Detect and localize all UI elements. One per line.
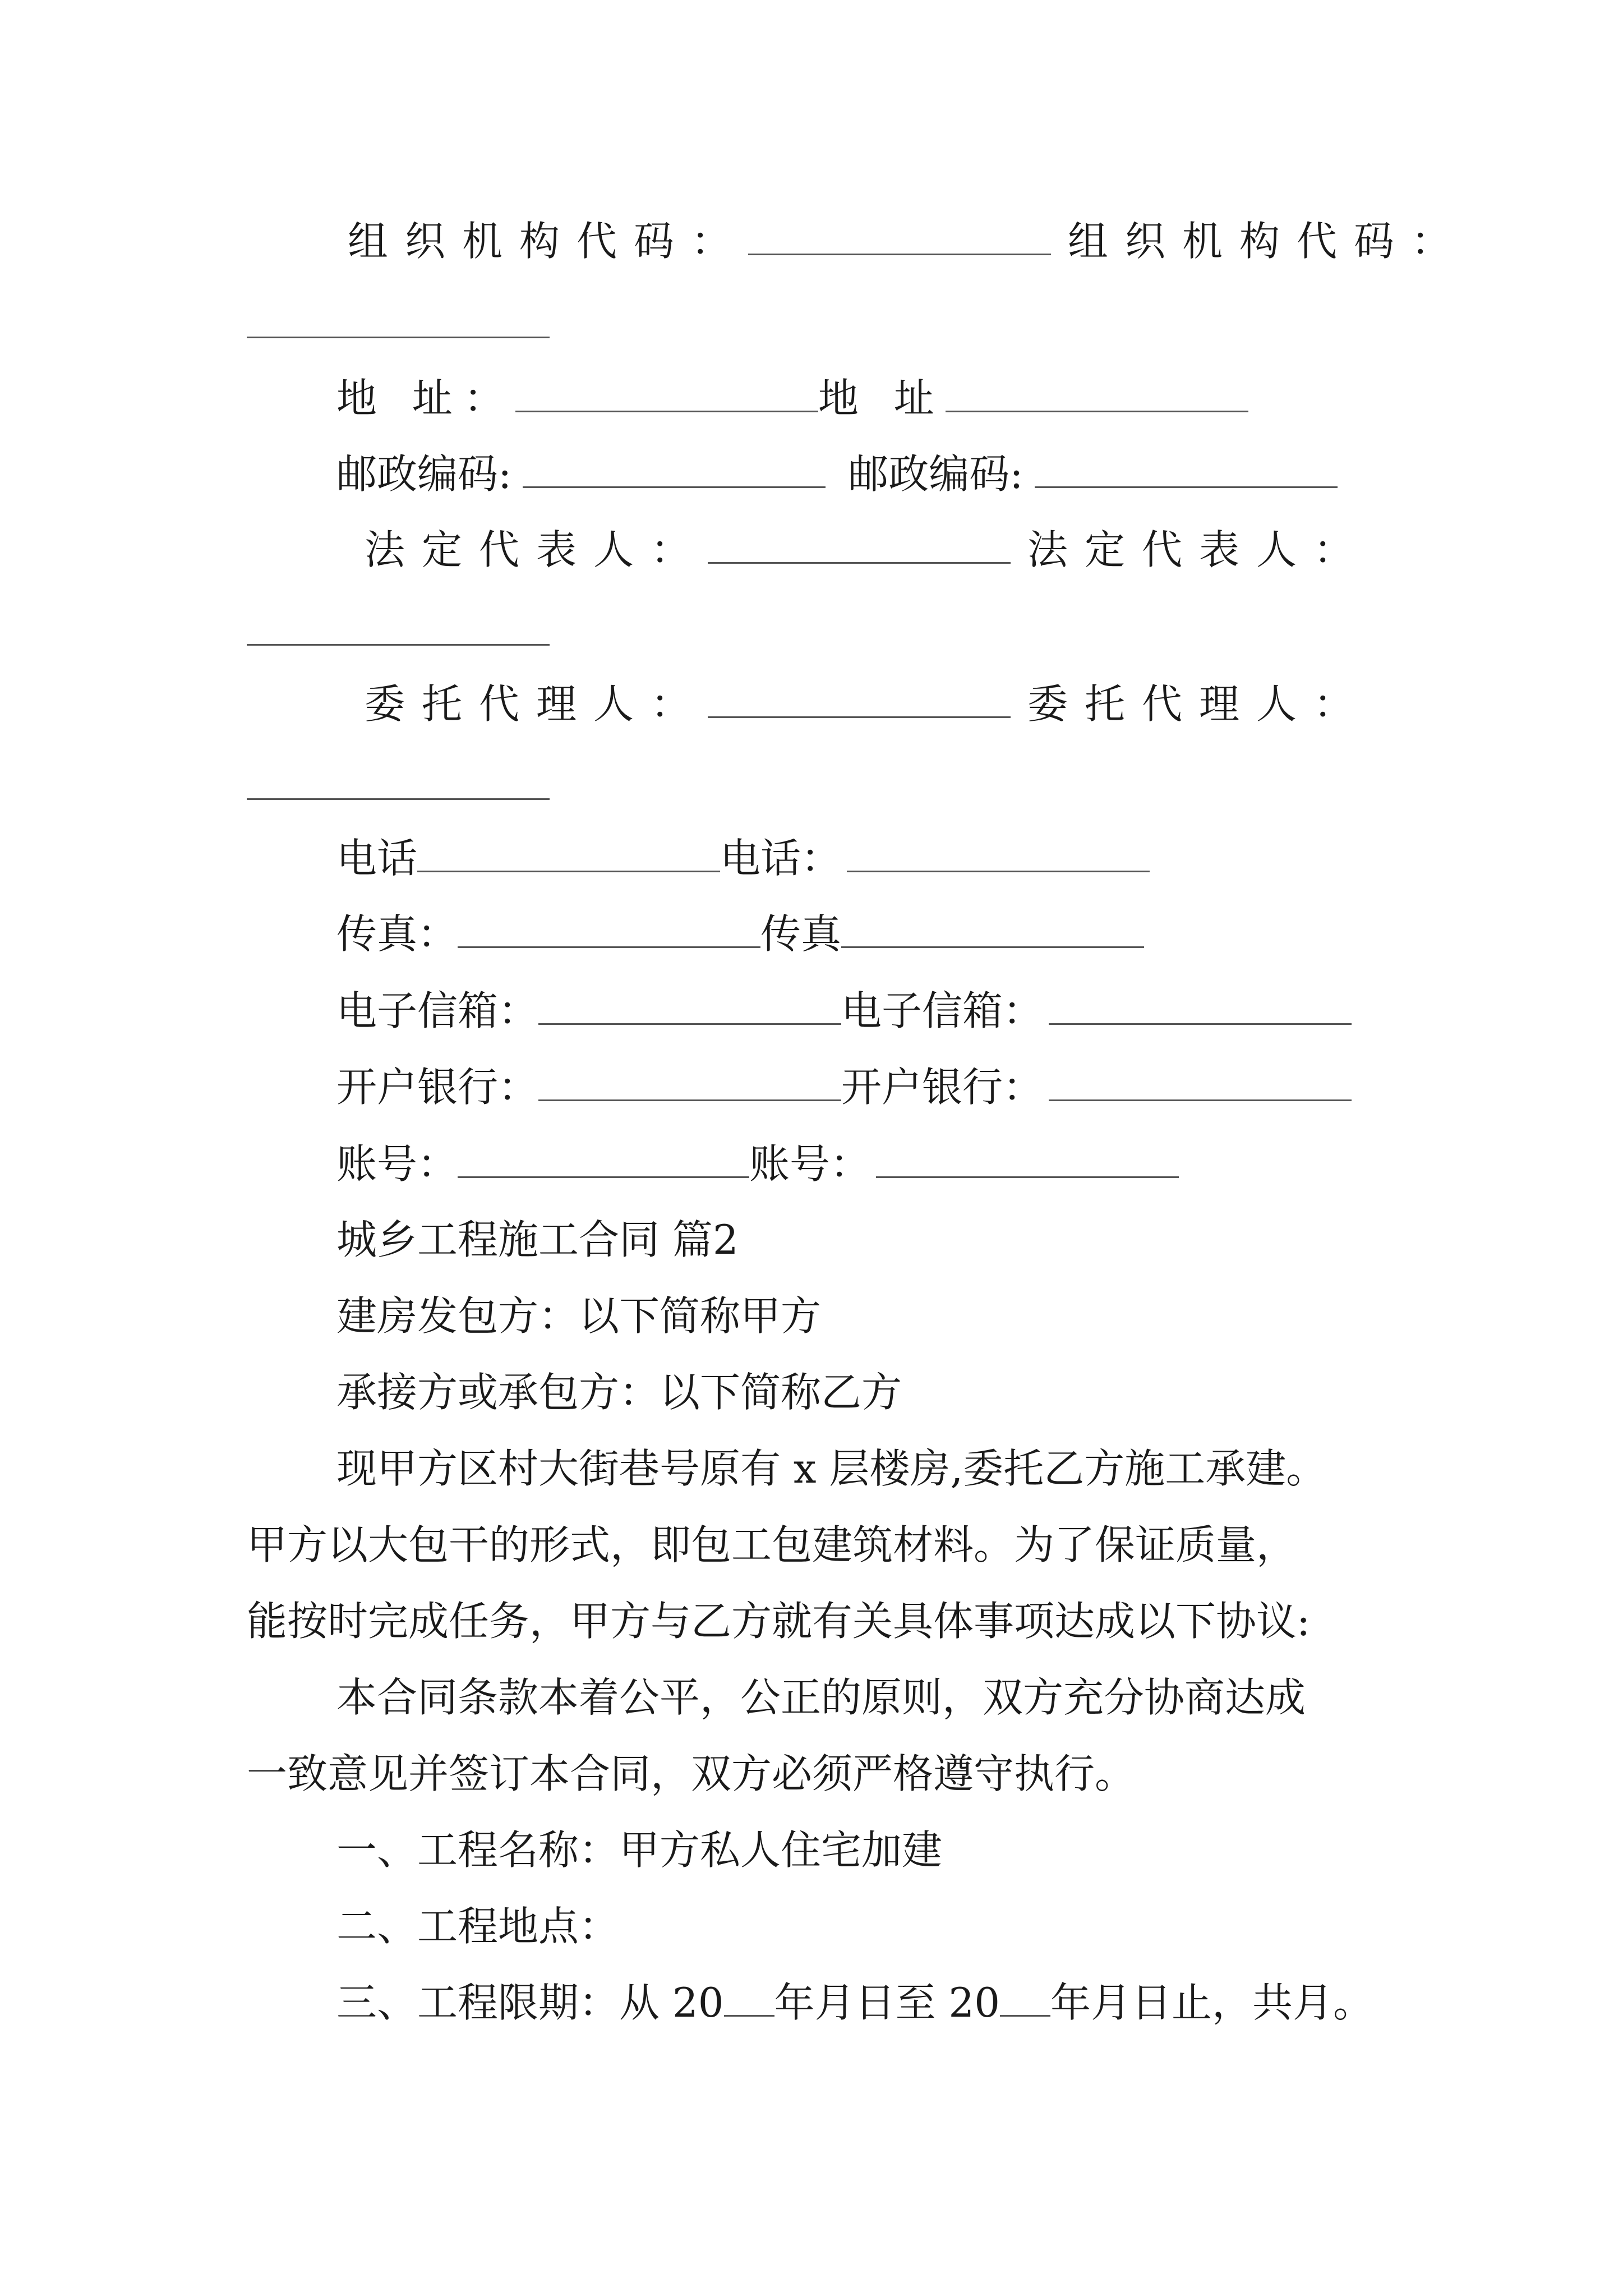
legal-rep-row xyxy=(365,522,1371,578)
bank-label-b: 开户银行： xyxy=(841,1064,1044,1111)
postal-label-a: 邮政编码: xyxy=(336,450,512,498)
paragraph-scope-line1: 现甲方区村大街巷号原有 x 层楼房,委托乙方施工承建。 xyxy=(336,1445,1327,1492)
period-from: 三、工程限期：从 20 xyxy=(336,1979,724,2026)
address-label-b: 地 址 xyxy=(818,375,946,422)
period-to: 年月日至 20 xyxy=(774,1979,1000,2026)
address-label-a: 地 址： xyxy=(336,375,515,422)
postal-label-b: 邮政编码: xyxy=(848,450,1023,498)
legal-rep-label-a: 法定代表人： xyxy=(365,526,708,573)
account-label-b: 账号： xyxy=(749,1140,871,1188)
bank-label-a: 开户银行： xyxy=(336,1064,539,1111)
period-end: 年月日止，共月。 xyxy=(1050,1979,1374,2026)
period-year-blank-a xyxy=(724,1976,774,2017)
bank-row xyxy=(336,1059,1352,1115)
email-row xyxy=(336,983,1352,1039)
address-row xyxy=(336,370,1248,426)
fax-row xyxy=(336,906,1144,962)
address-blank-a xyxy=(515,371,818,412)
bank-blank-b xyxy=(1049,1060,1352,1101)
org-code-label-a: 组织机构代码： xyxy=(348,218,749,265)
paragraph-scope-line2: 甲方以大包干的形式，即包工包建筑材料。为了保证质量， xyxy=(247,1521,1297,1568)
agent-blank-b xyxy=(247,798,550,800)
email-label-b: 电子信箱： xyxy=(841,987,1044,1034)
account-label-a: 账号： xyxy=(336,1140,458,1188)
paragraph-employer: 建房发包方：以下简称甲方 xyxy=(336,1292,822,1340)
email-blank-b xyxy=(1049,984,1352,1025)
section-title: 城乡工程施工合同 篇2 xyxy=(336,1216,739,1263)
item-project-name: 一、工程名称：甲方私人住宅加建 xyxy=(336,1826,943,1874)
item-project-period xyxy=(336,1975,1373,2031)
phone-label-a: 电话 xyxy=(336,835,418,882)
email-label-a: 电子信箱： xyxy=(336,987,539,1034)
legal-rep-label-b: 法定代表人： xyxy=(1027,526,1371,573)
agent-blank-a xyxy=(708,677,1011,718)
postal-blank-b xyxy=(1035,447,1338,488)
phone-row xyxy=(336,830,1150,886)
paragraph-principle-line1: 本合同条款本着公平，公正的原则，双方充分协商达成 xyxy=(336,1674,1306,1721)
org-code-label-b: 组织机构代码： xyxy=(1068,218,1469,265)
postal-row xyxy=(336,446,1338,502)
fax-label-b: 传真 xyxy=(760,910,842,958)
period-year-blank-b xyxy=(1000,1976,1050,2017)
phone-label-b: 电话： xyxy=(720,835,842,882)
account-blank-a xyxy=(458,1137,749,1178)
address-blank-b xyxy=(946,371,1248,412)
agent-label-a: 委托代理人： xyxy=(365,680,708,728)
org-code-blank-b xyxy=(247,337,550,338)
account-row xyxy=(336,1136,1179,1192)
email-blank-a xyxy=(538,984,841,1025)
org-code-row xyxy=(348,213,1468,269)
paragraph-scope-line3: 能按时完成任务，甲方与乙方就有关具体事项达成以下协议: xyxy=(247,1598,1311,1645)
org-code-blank-a xyxy=(748,214,1051,255)
paragraph-contractor: 承接方或承包方：以下简称乙方 xyxy=(336,1369,902,1416)
agent-label-b: 委托代理人： xyxy=(1027,680,1371,728)
phone-blank-b xyxy=(847,831,1150,872)
postal-blank-a xyxy=(523,447,826,488)
fax-label-a: 传真： xyxy=(336,910,458,958)
paragraph-principle-line2: 一致意见并签订本合同，双方必须严格遵守执行。 xyxy=(247,1750,1136,1797)
item-project-location: 二、工程地点： xyxy=(336,1903,620,1950)
bank-blank-a xyxy=(538,1060,841,1101)
legal-rep-blank-a xyxy=(708,523,1011,564)
phone-blank-a xyxy=(417,831,720,872)
fax-blank-a xyxy=(458,907,760,948)
fax-blank-b xyxy=(841,907,1144,948)
account-blank-b xyxy=(876,1137,1179,1178)
legal-rep-blank-b xyxy=(247,644,550,646)
agent-row xyxy=(365,676,1371,732)
